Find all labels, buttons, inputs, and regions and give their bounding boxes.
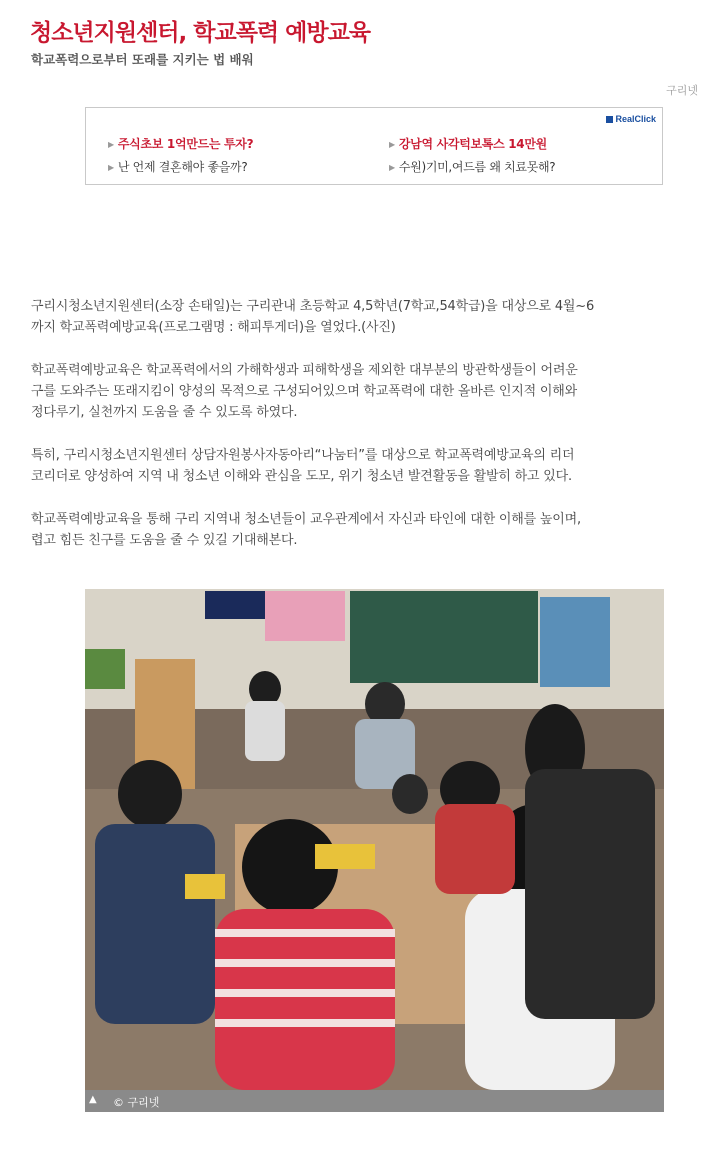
photo-caption-bar [85,1090,664,1112]
ad-link[interactable]: ▶ 주식초보 1억만드는 투자? [108,137,254,151]
article-body [31,296,702,573]
ad-link[interactable]: ▶ 수원)기미,여드름 왜 치료못해? [389,160,556,174]
classroom-photo[interactable] [85,589,664,1090]
arrow-right-icon: ▶ [108,163,114,172]
article-subtitle: 학교폭력으로부터 또래를 지키는 법 배워 [31,52,254,67]
arrow-right-icon: ▶ [389,140,395,149]
article-paragraph: 특히, 구리시청소년지원센터 상담자원봉사자동아리“나눔터”를 대상으로 학교폭력예방교육의 리더 코리더로 양성하여 지역 내 청소년 이해와 관심을 도모, 위기 청소년 발견활동을 활발히 하고 있다. [31,448,575,484]
photo-caption: © 구리넷 [113,1096,160,1109]
ad-link[interactable]: ▶ 강남역 사각턱보톡스 14만원 [389,137,547,151]
realclick-logo[interactable]: RealClick [606,114,656,124]
ad-banner [85,107,663,185]
article-title: 청소년지원센터, 학교폭력 예방교육 [30,20,371,46]
article-paragraph: 구리시청소년지원센터(소장 손태일)는 구리관내 초등학교 4,5학년(7학교,54학급)을 대상으로 4월~6 까지 학교폭력예방교육(프로그램명 : 해피투게더)을 열었다.(사진) [31,299,595,335]
article-source[interactable]: 구리넷 [666,84,698,97]
arrow-right-icon: ▶ [389,163,395,172]
article-paragraph: 학교폭력예방교육은 학교폭력에서의 가해학생과 피해학생을 제외한 대부분의 방관학생들이 어려운 구를 도와주는 또래지킴이 양성의 목적으로 구성되어있으며 학교폭력에 대한 올바른 인지적 이해와 정다루기, 실천까지 도움을 줄 수 있도록 하였다. [31,363,578,420]
triangle-up-icon[interactable]: ▲ [89,1094,97,1105]
article-paragraph: 학교폭력예방교육을 통해 구리 지역내 청소년들이 교우관계에서 자신과 타인에 대한 이해를 높이며, 렵고 힘든 친구를 도움을 줄 수 있길 기대해본다. [31,512,581,548]
realclick-icon [606,116,613,123]
ad-link[interactable]: ▶ 난 언제 결혼해야 좋을까? [108,160,248,174]
arrow-right-icon: ▶ [108,140,114,149]
classroom-photo-illustration [85,589,664,1090]
